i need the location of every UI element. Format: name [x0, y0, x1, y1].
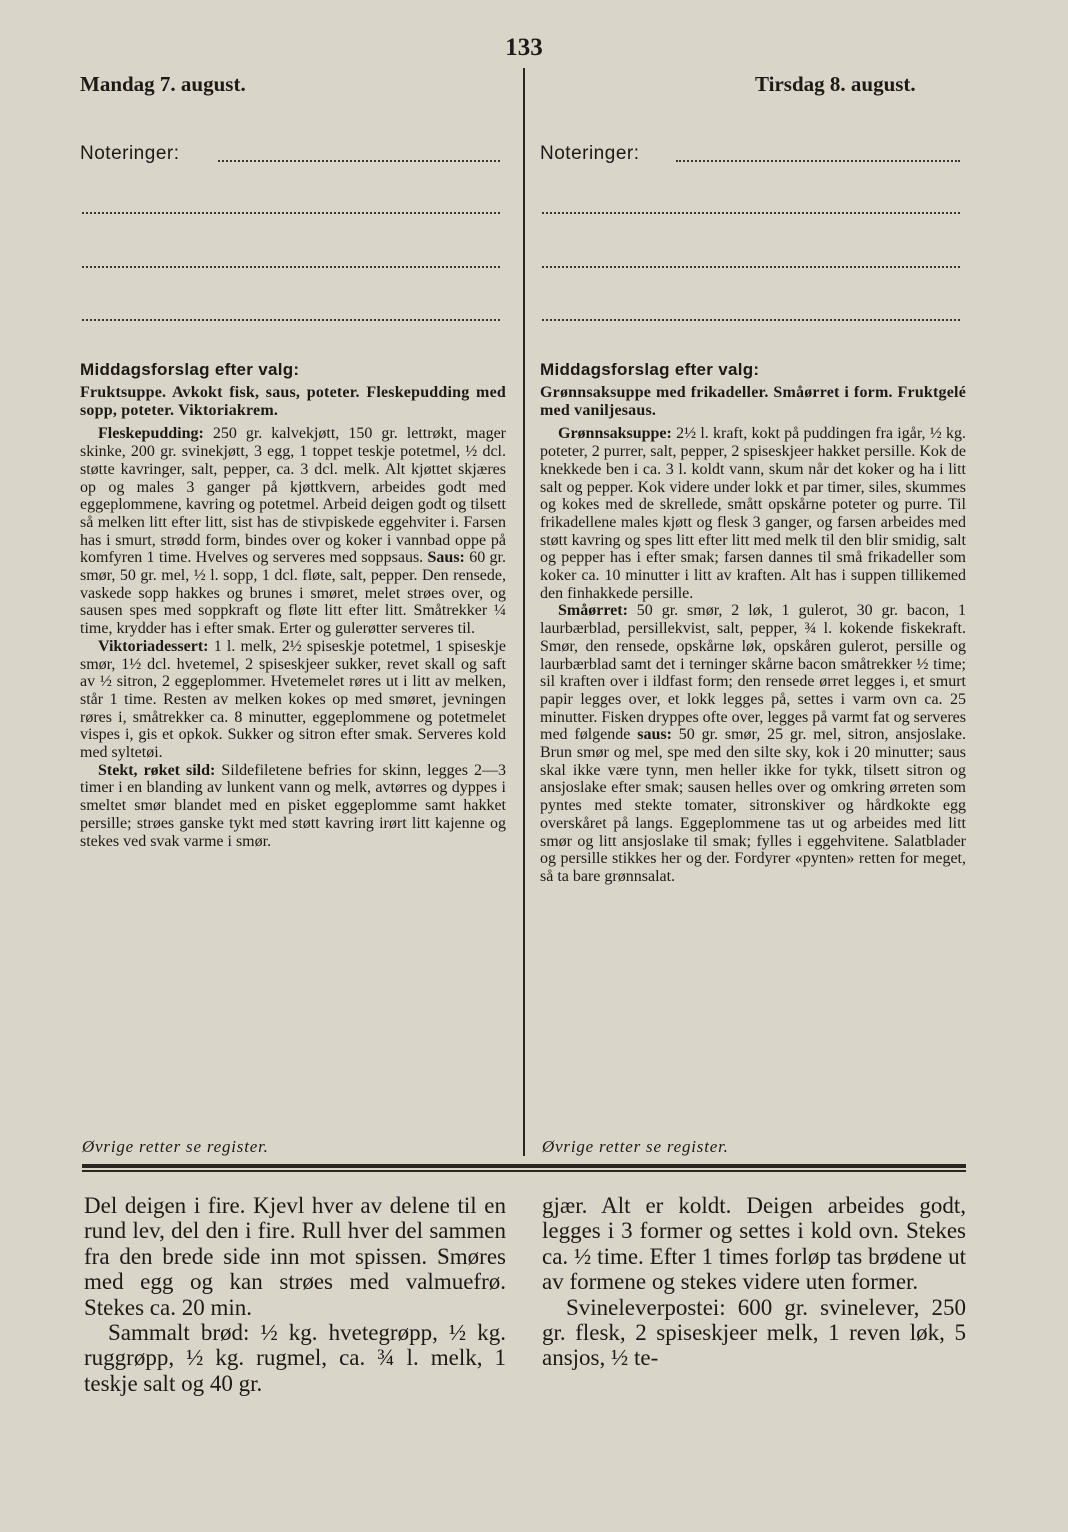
section-divider-thin	[82, 1170, 966, 1172]
left-notes-line-4	[82, 319, 500, 321]
left-recipe-viktoriadessert-body: 1 l. melk, 2½ spiseskje potetmel, 1 spiseskje smør, 1½ dcl. hvetemel, 2 spiseskjeer sukker, revet skall og saft av ½ sitron, 2 eggeplommer. Hvetemelet røres ut i litt av melken, står 1 time. Resten av melken kokes op med smøret, jevningen røres i, småtrekker ca. 8 minutter, eggeplommene og potetmelet vispes i, gis et opkok. Sukker og sitron efter smak. Serveres kold med syltetøi.	[80, 637, 506, 762]
left-recipe-text	[80, 384, 506, 850]
right-bottom-paragraph-1: gjær. Alt er koldt. Deigen arbeides godt, legges i 3 former og settes i kold ovn. Stekes ca. ½ time. Efter 1 times forløp tas brødene ut av formene og stekes videre uten former.	[542, 1193, 966, 1295]
left-day-heading: Mandag 7. august.	[80, 72, 246, 96]
right-recipe-saus-head: saus:	[637, 726, 672, 744]
left-notes-label: Noteringer:	[80, 143, 180, 164]
left-menu: Fruktsuppe. Avkokt fisk, saus, poteter. Fleskepudding med sopp, poteter. Viktoriakrem.	[80, 384, 506, 419]
left-recipe-fleskepudding-head: Fleskepudding:	[98, 425, 204, 443]
left-recipe-saus-head: Saus:	[427, 549, 465, 567]
right-bottom-paragraph-2: Svineleverpostei: 600 gr. svinelever, 250 gr. flesk, 2 spiseskjeer melk, 1 reven løk, 5 ansjos, ½ te-	[542, 1294, 966, 1371]
right-recipe-smaorret-head: Småørret:	[558, 602, 628, 620]
left-section-title: Middagsforslag efter valg:	[80, 360, 300, 379]
right-recipe-text	[540, 384, 966, 886]
left-recipe-saus-body: 60 gr. smør, 50 gr. mel, ½ l. sopp, 1 dcl. fløte, salt, pepper. Den rensede, vaskede sopp hakkes og brunes i smøret, melet strøes over, og sausen spes med soppkraft og fløte litt efter litt. Småtrekker ¼ time, krydder has i efter smak. Erter og gulerøtter serveres til.	[80, 549, 506, 638]
left-recipe-fleskepudding-body: 250 gr. kalvekjøtt, 150 gr. lettrøkt, mager skinke, 200 gr. svinekjøtt, 3 egg, 1 toppet teskje potetmel, ½ dcl. støtte kavringer, salt, pepper, ca. 3 dcl. melk. Alt kjøttet skjæres op og males 3 ganger på kjøttkvern, arbeides godt med eggeplommene, kavring og potetmel. Arbeid deigen godt og tilsett så melken litt efter litt, sist has de stivpiskede eggehviter i. Farsen has i smurt, strødd form, bindes over og koker i vannbad oppe på komfyren 1 time. Hvelves og serveres med soppsaus.	[80, 425, 506, 567]
left-recipe-sild	[80, 762, 506, 851]
column-divider	[523, 68, 525, 1156]
left-recipe-viktoriadessert	[80, 638, 506, 762]
left-notes-line-3	[82, 266, 500, 268]
left-notes-line-2	[82, 212, 500, 214]
right-notes-line-1	[676, 160, 960, 162]
right-footer-note: Øvrige retter se register.	[542, 1137, 729, 1156]
left-notes-line-1	[218, 160, 500, 162]
left-recipe-fleskepudding	[80, 425, 506, 637]
left-bottom-text	[84, 1193, 506, 1396]
right-notes-line-2	[542, 212, 960, 214]
left-recipe-viktoriadessert-head: Viktoriadessert:	[98, 637, 209, 655]
right-bottom-text	[542, 1193, 966, 1371]
right-notes-label: Noteringer:	[540, 143, 640, 164]
right-notes-line-4	[542, 319, 960, 321]
left-bottom-paragraph-1: Del deigen i fire. Kjevl hver av delene til en rund lev, del den i fire. Rull hver del sammen fra den brede side inn mot spissen. Smøres med egg og kan strøes med valmuefrø. Stekes ca. 20 min.	[84, 1193, 506, 1320]
right-notes-line-3	[542, 266, 960, 268]
left-recipe-sild-body: Sildefiletene befries for skinn, legges 2—3 timer i en blanding av lunkent vann og melk, avtørres og dyppes i smeltet smør blandet med en pisket eggeplomme samt hakket persille; strøes ganske tykt med støtt kavring irørt litt kajenne og stekes ved svak varme i smør.	[80, 761, 507, 850]
section-divider-thick	[82, 1164, 966, 1168]
left-footer-note: Øvrige retter se register.	[82, 1137, 269, 1156]
right-menu: Grønnsaksuppe med frikadeller. Småørret i form. Fruktgelé med vaniljesaus.	[540, 384, 966, 419]
right-section-title: Middagsforslag efter valg:	[540, 360, 760, 379]
left-recipe-sild-head: Stekt, røket sild:	[98, 761, 216, 779]
right-recipe-smaorret-body: 50 gr. smør, 2 løk, 1 gulerot, 30 gr. bacon, 1 laurbærblad, persillekvist, salt, pepper, ¾ l. kokende fiskekraft. Smør, den rensede, opskårne løk, opskåren gulerot, persille og laurbærblad samt det i terninger skårne bacon småtrekker ½ time; sil kraften over i ildfast form; den rensede ørret legges i, et smurt papir legges over, et lokk legges på, settes i varm ovn ca. 25 minutter. Fisken dryppes ofte over, legges på varmt fat og serveres med følgende	[540, 602, 966, 744]
left-bottom-paragraph-2: Sammalt brød: ½ kg. hvetegrøpp, ½ kg. ruggrøpp, ½ kg. rugmel, ca. ¾ l. melk, 1 teskje salt og 40 gr.	[84, 1320, 506, 1396]
right-recipe-gronnsaksuppe	[540, 425, 966, 602]
page-number: 133	[505, 34, 543, 61]
right-recipe-gronnsaksuppe-head: Grønnsaksuppe:	[558, 425, 672, 443]
right-recipe-gronnsaksuppe-body: 2½ l. kraft, kokt på puddingen fra igår, ½ kg. poteter, 2 purrer, salt, pepper, 2 spiseskjeer hakket persille. Kok de knekkede ben i ca. 3 l. koldt vann, skum når det koker og ha i litt salt og pepper. Kok videre under lokk et par timer, siles, skummes og kokes med de skrellede, smått opskårne poteter og purre. Til frikadellene males kjøtt og flesk 3 ganger, og farsen arbeides med støtt kavring og spes litt efter litt med melk til den blir smidig, salt og pepper has i efter smak; farsen dannes til små frikadeller som koker ca. 10 minutter i litt av kraften. Alt has i suppen tillikemed den finhakkede persille.	[540, 425, 966, 602]
right-recipe-saus-body: 50 gr. smør, 25 gr. mel, sitron, ansjoslake. Brun smør og mel, spe med den silte sky, kok i 20 minutter; saus skal ikke være tynn, men heller ikke for tykk, tilsett sitron og ansjoslake efter smak; sausen helles over og omkring ørreten som pyntes med stekte tomater, sitronskiver og hårdkokte egg overskåret på langs. Eggeplommene tas ut og arbeides med litt smør og litt ansjoslake til smak; fylles i eggehvitene. Salatblader og persille stikkes her og der. Fordyrer «pynten» retten for meget, så ta bare grønnsalat.	[540, 726, 966, 885]
right-recipe-smaorret	[540, 602, 966, 885]
right-day-heading: Tirsdag 8. august.	[755, 72, 916, 96]
